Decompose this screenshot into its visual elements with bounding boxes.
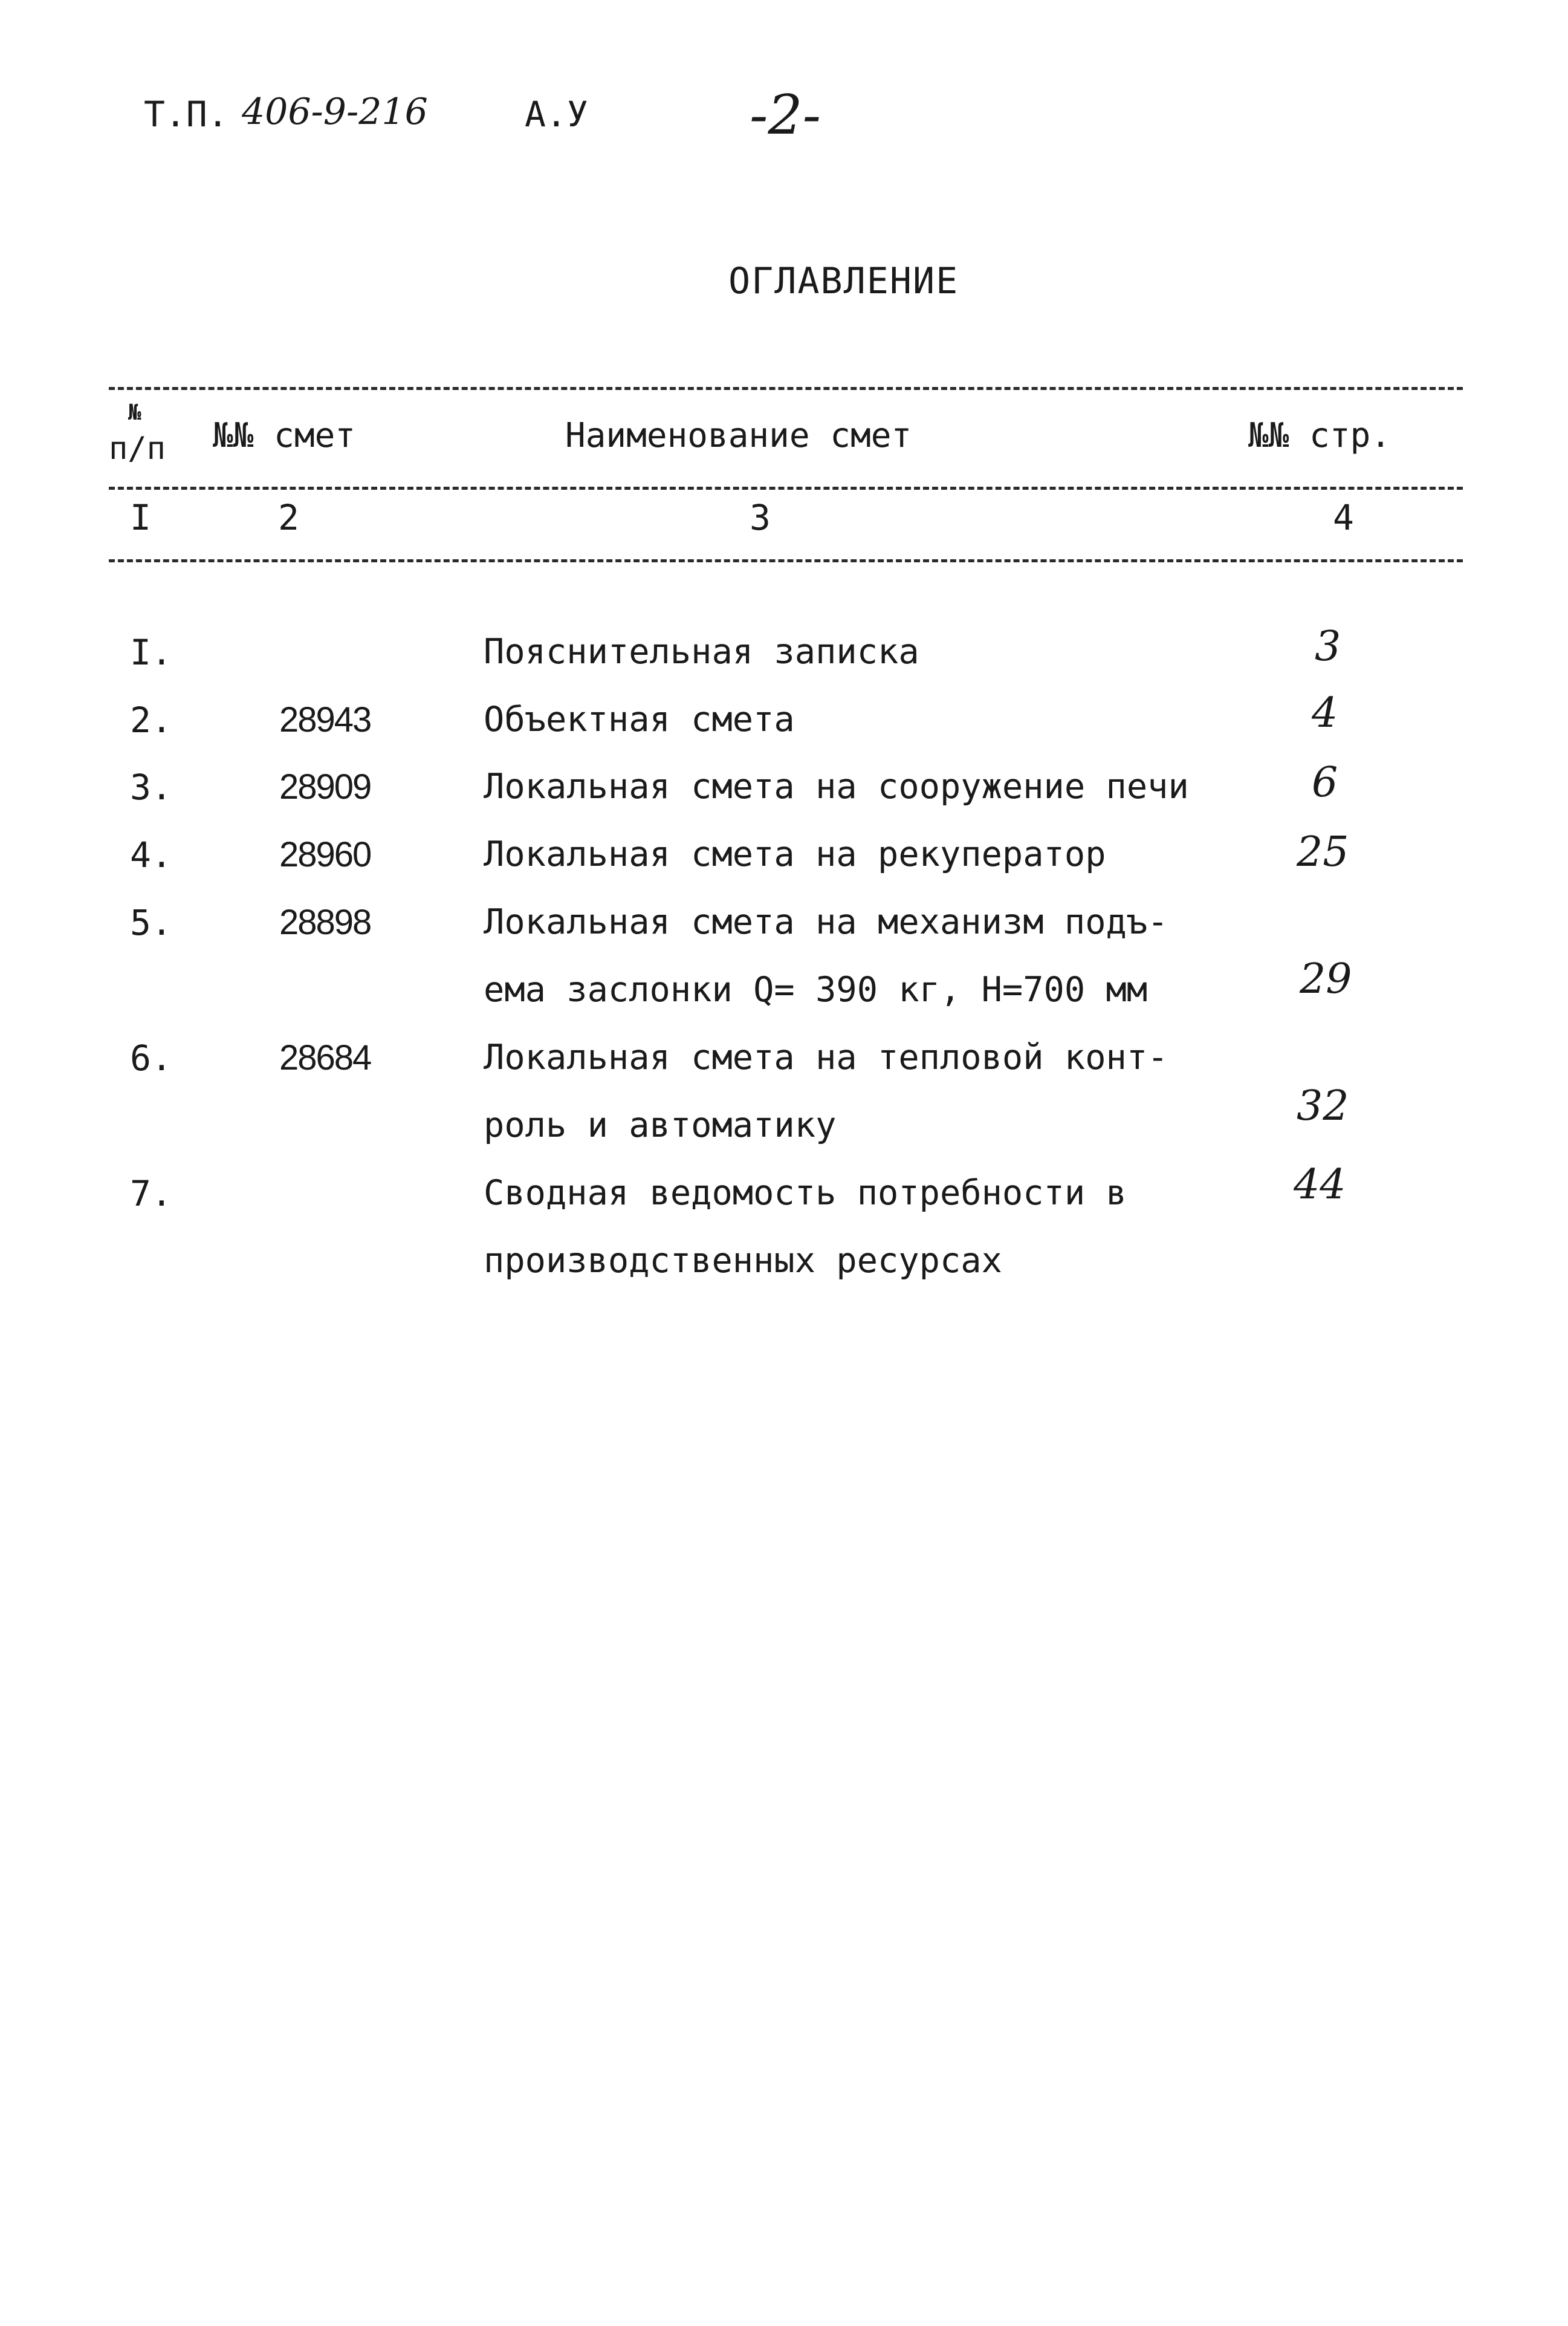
header-estimate-no: №№ смет (213, 416, 356, 455)
table-index-rule (109, 559, 1463, 562)
doc-code-handwritten: 406-9-216 (242, 91, 428, 133)
row-5-estimate: 28898 (279, 903, 371, 942)
row-3-page: 6 (1312, 759, 1338, 807)
table-top-rule (109, 387, 1463, 390)
row-7-name-line-1: Сводная ведомость потребности в (484, 1173, 1127, 1213)
row-7-page: 44 (1294, 1161, 1346, 1209)
page-title: ОГЛАВЛЕНИЕ (728, 260, 959, 302)
row-2-num: 2. (130, 700, 172, 741)
row-6-name-line-2: роль и автоматику (484, 1105, 837, 1145)
row-4-num: 4. (130, 834, 172, 875)
row-3-num: 3. (130, 767, 172, 808)
row-5-name-line-1: Локальная смета на механизм подъ- (484, 902, 1168, 942)
row-4-name-line-1: Локальная смета на рекуператор (484, 834, 1106, 874)
column-index-3: 3 (750, 497, 771, 538)
row-1-page: 3 (1315, 623, 1341, 671)
column-index-1: I (130, 497, 151, 538)
row-5-page: 29 (1300, 955, 1352, 1003)
row-6-num: 6. (130, 1038, 172, 1079)
row-6-estimate: 28684 (279, 1038, 371, 1077)
header-page-no: №№ стр. (1248, 416, 1391, 455)
row-1-num: I. (130, 632, 172, 673)
table-header-rule (109, 487, 1463, 490)
header-num-bottom: п/п (109, 430, 166, 467)
row-3-estimate: 28909 (279, 767, 371, 807)
column-index-2: 2 (278, 497, 299, 538)
doc-section: А.У (525, 94, 588, 135)
row-2-estimate: 28943 (279, 700, 371, 739)
row-2-page: 4 (1312, 689, 1338, 737)
row-5-num: 5. (130, 902, 172, 943)
row-1-name-line-1: Пояснительная записка (484, 632, 919, 672)
row-6-page: 32 (1297, 1082, 1349, 1130)
column-index-4: 4 (1333, 497, 1354, 538)
row-7-name-line-2: производственных ресурсах (484, 1241, 1002, 1281)
row-4-page: 25 (1297, 828, 1349, 876)
row-5-name-line-2: ема заслонки Q= 390 кг, Н=700 мм (484, 970, 1148, 1010)
header-num-top: № (128, 400, 141, 425)
row-2-name-line-1: Объектная смета (484, 700, 795, 739)
row-4-estimate: 28960 (279, 835, 371, 874)
header-name: Наименование смет (565, 416, 912, 455)
row-7-num: 7. (130, 1173, 172, 1214)
page-number: -2- (750, 83, 821, 147)
row-6-name-line-1: Локальная смета на тепловой конт- (484, 1038, 1168, 1077)
row-3-name-line-1: Локальная смета на сооружение печи (484, 767, 1189, 807)
doc-code-prefix: Т.П. (144, 94, 228, 135)
